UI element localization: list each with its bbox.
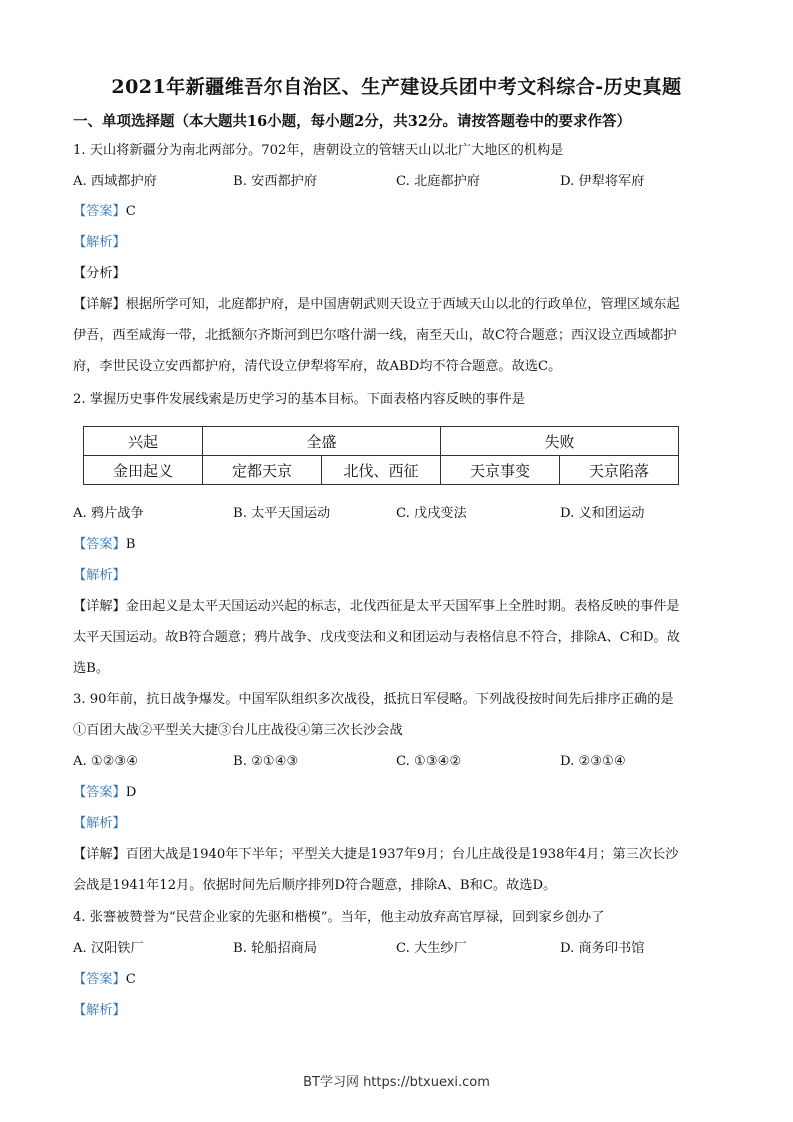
q1-fenxi-tag: 【分析】 <box>73 266 126 281</box>
table-header-peak: 全盛 <box>203 427 441 456</box>
document-title: 2021年新疆维吾尔自治区、生产建设兵团中考文科综合-历史真题 <box>111 76 682 98</box>
q2-detail-line-2: 太平天国运动。故B符合题意；鸦片战争、戊戌变法和义和团运动与表格信息不符合，排除A、C和D。故 <box>73 630 680 645</box>
footer-watermark[interactable]: BT学习网 https://btxuexi.com <box>303 1075 490 1090</box>
table-header-fail: 失败 <box>441 427 679 456</box>
table-header-rise: 兴起 <box>84 427 203 456</box>
q1-option-a: A. 西域都护府 <box>73 174 157 189</box>
table-cell: 天京事变 <box>441 456 560 485</box>
q4-option-a: A. 汉阳铁厂 <box>73 941 144 956</box>
q2-answer <box>73 535 135 555</box>
q1-stem: 1. 天山将新疆分为南北两部分。702年，唐朝设立的管辖天山以北广大地区的机构是 <box>73 143 564 158</box>
q2-option-a: A. 鸦片战争 <box>73 506 144 521</box>
q4-option-c: C. 大生纱厂 <box>396 941 467 956</box>
q3-option-c: C. ①③④② <box>396 754 462 769</box>
q4-option-d: D. 商务印书馆 <box>560 941 645 956</box>
q1-option-d: D. 伊犁将军府 <box>560 174 645 189</box>
q4-option-b: B. 轮船招商局 <box>233 941 318 956</box>
table-cell: 天京陷落 <box>560 456 679 485</box>
q2-detail-text-1: 金田起义是太平天国运动兴起的标志，北伐西征是太平天国军事上全胜时期。表格反映的事件是 <box>125 599 680 614</box>
q3-stem: 3. 90年前，抗日战争爆发。中国军队组织多次战役，抵抗日军侵略。下列战役按时间先后排序正确的是 <box>73 692 674 707</box>
q4-stem: 4. 张謇被赞誉为“民营企业家的先驱和楷模”。当年，他主动放弃高官厚禄，回到家乡创办了 <box>73 910 605 925</box>
q1-detail-line-3: 府，李世民设立安西都护府，清代设立伊犁将军府，故ABD均不符合题意。故选C。 <box>73 359 562 374</box>
answer-tag: 【答案】 <box>73 537 126 552</box>
q2-stem: 2. 掌握历史事件发展线索是历史学习的基本目标。下面表格内容反映的事件是 <box>73 392 525 407</box>
q1-options <box>73 172 733 192</box>
detail-tag: 【详解】 <box>73 599 126 614</box>
q2-answer-value: B <box>125 537 136 552</box>
table-header-row <box>84 427 679 456</box>
answer-tag: 【答案】 <box>73 972 126 987</box>
table-row <box>84 456 679 485</box>
q1-detail-line-2: 伊吾，西至咸海一带，北抵额尔齐斯河到巴尔喀什湖一线，南至天山，故C符合题意；西汉设立西域都护 <box>73 328 677 343</box>
q2-options <box>73 504 733 524</box>
answer-tag: 【答案】 <box>73 785 126 800</box>
q3-detail-line-2: 会战是1941年12月。依据时间先后顺序排列D符合题意，排除A、B和C。故选D。 <box>73 878 557 893</box>
table-cell: 北伐、西征 <box>322 456 441 485</box>
q1-detail-line-1 <box>73 295 680 315</box>
q4-answer-value: C <box>125 972 136 987</box>
q1-analysis-tag: 【解析】 <box>73 235 126 250</box>
table-cell: 定都天京 <box>203 456 322 485</box>
q3-options <box>73 752 733 772</box>
q4-analysis-tag: 【解析】 <box>73 1003 126 1018</box>
q2-option-d: D. 义和团运动 <box>560 506 645 521</box>
q1-option-c: C. 北庭都护府 <box>396 174 480 189</box>
taiping-table <box>83 426 679 485</box>
q3-option-b: B. ②①④③ <box>233 754 299 769</box>
q3-answer <box>73 783 136 803</box>
q3-option-d: D. ②③①④ <box>560 754 626 769</box>
q2-analysis-tag: 【解析】 <box>73 568 126 583</box>
q2-detail-line-3: 选B。 <box>73 661 110 676</box>
q3-detail-line-1 <box>73 845 678 865</box>
q1-answer <box>73 202 136 222</box>
answer-tag: 【答案】 <box>73 204 126 219</box>
q2-detail-line-1 <box>73 597 680 617</box>
q2-option-b: B. 太平天国运动 <box>233 506 331 521</box>
q1-option-b: B. 安西都护府 <box>233 174 318 189</box>
section-heading: 一、单项选择题（本大题共16小题，每小题2分，共32分。请按答题卷中的要求作答） <box>73 113 631 130</box>
q1-detail-text-1: 根据所学可知，北庭都护府，是中国唐朝武则天设立于西域天山以北的行政单位，管理区域东起 <box>125 297 680 312</box>
q3-analysis-tag: 【解析】 <box>73 816 126 831</box>
q3-answer-value: D <box>125 785 137 800</box>
q3-stem-2: ①百团大战②平型关大捷③台儿庄战役④第三次长沙会战 <box>73 723 403 738</box>
q1-answer-value: C <box>125 204 136 219</box>
q4-options <box>73 939 733 959</box>
table-cell: 金田起义 <box>84 456 203 485</box>
detail-tag: 【详解】 <box>73 297 126 312</box>
q3-detail-text-1: 百团大战是1940年下半年；平型关大捷是1937年9月；台儿庄战役是1938年4月；第三次长沙 <box>125 847 679 862</box>
q2-option-c: C. 戊戌变法 <box>396 506 467 521</box>
q4-answer <box>73 970 136 990</box>
q3-option-a: A. ①②③④ <box>73 754 139 769</box>
detail-tag: 【详解】 <box>73 847 126 862</box>
